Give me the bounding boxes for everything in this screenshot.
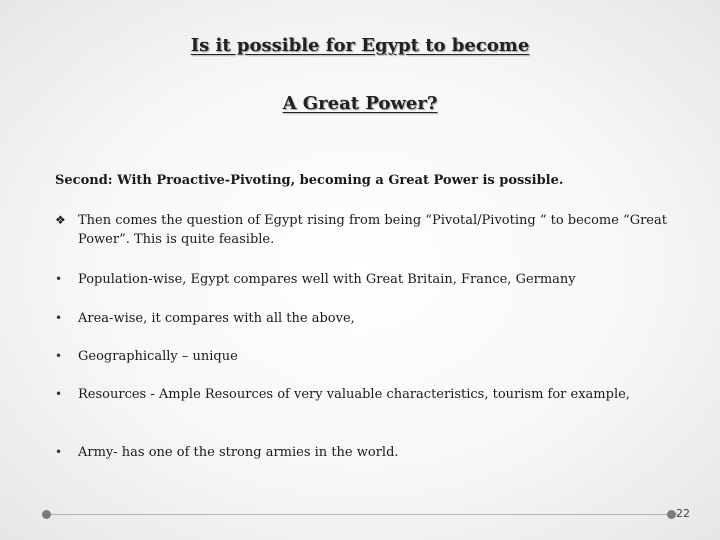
list-item-text: Resources - Ample Resources of very valuable characteristics, tourism for example, [78,387,630,402]
footer-divider [46,514,678,515]
list-item-text: Area-wise, it compares with all the above, [78,311,355,326]
list-item-text: Then comes the question of Egypt rising from being “Pivotal/Pivoting “ to become “Great Power”. This is quite feasible. [78,213,667,247]
list-item [55,309,675,328]
footer-dot-left-icon [42,510,51,519]
list-item-text: Army- has one of the strong armies in the world. [78,445,399,460]
subheading: Second: With Proactive-Pivoting, becoming a Great Power is possible. [55,173,564,188]
list-item-text: Population-wise, Egypt compares well with Great Britain, France, Germany [78,272,576,287]
bullet-icon: • [55,311,63,325]
list-item [55,270,675,289]
list-item-diamond [55,211,675,249]
page-number: 22 [676,507,690,520]
bullet-icon: • [55,349,63,363]
bullet-icon: • [55,272,63,286]
bullet-icon: • [55,387,63,401]
list-item [55,443,675,462]
list-item [55,385,675,404]
bullet-icon: • [55,445,63,459]
slide-title-line-1: Is it possible for Egypt to become [190,35,530,56]
footer-dot-right-icon [667,510,676,519]
slide-title-line-2: A Great Power? [282,93,438,114]
list-item [55,347,675,366]
diamond-bullet-icon: ❖ [55,213,66,227]
list-item-text: Geographically – unique [78,349,238,364]
